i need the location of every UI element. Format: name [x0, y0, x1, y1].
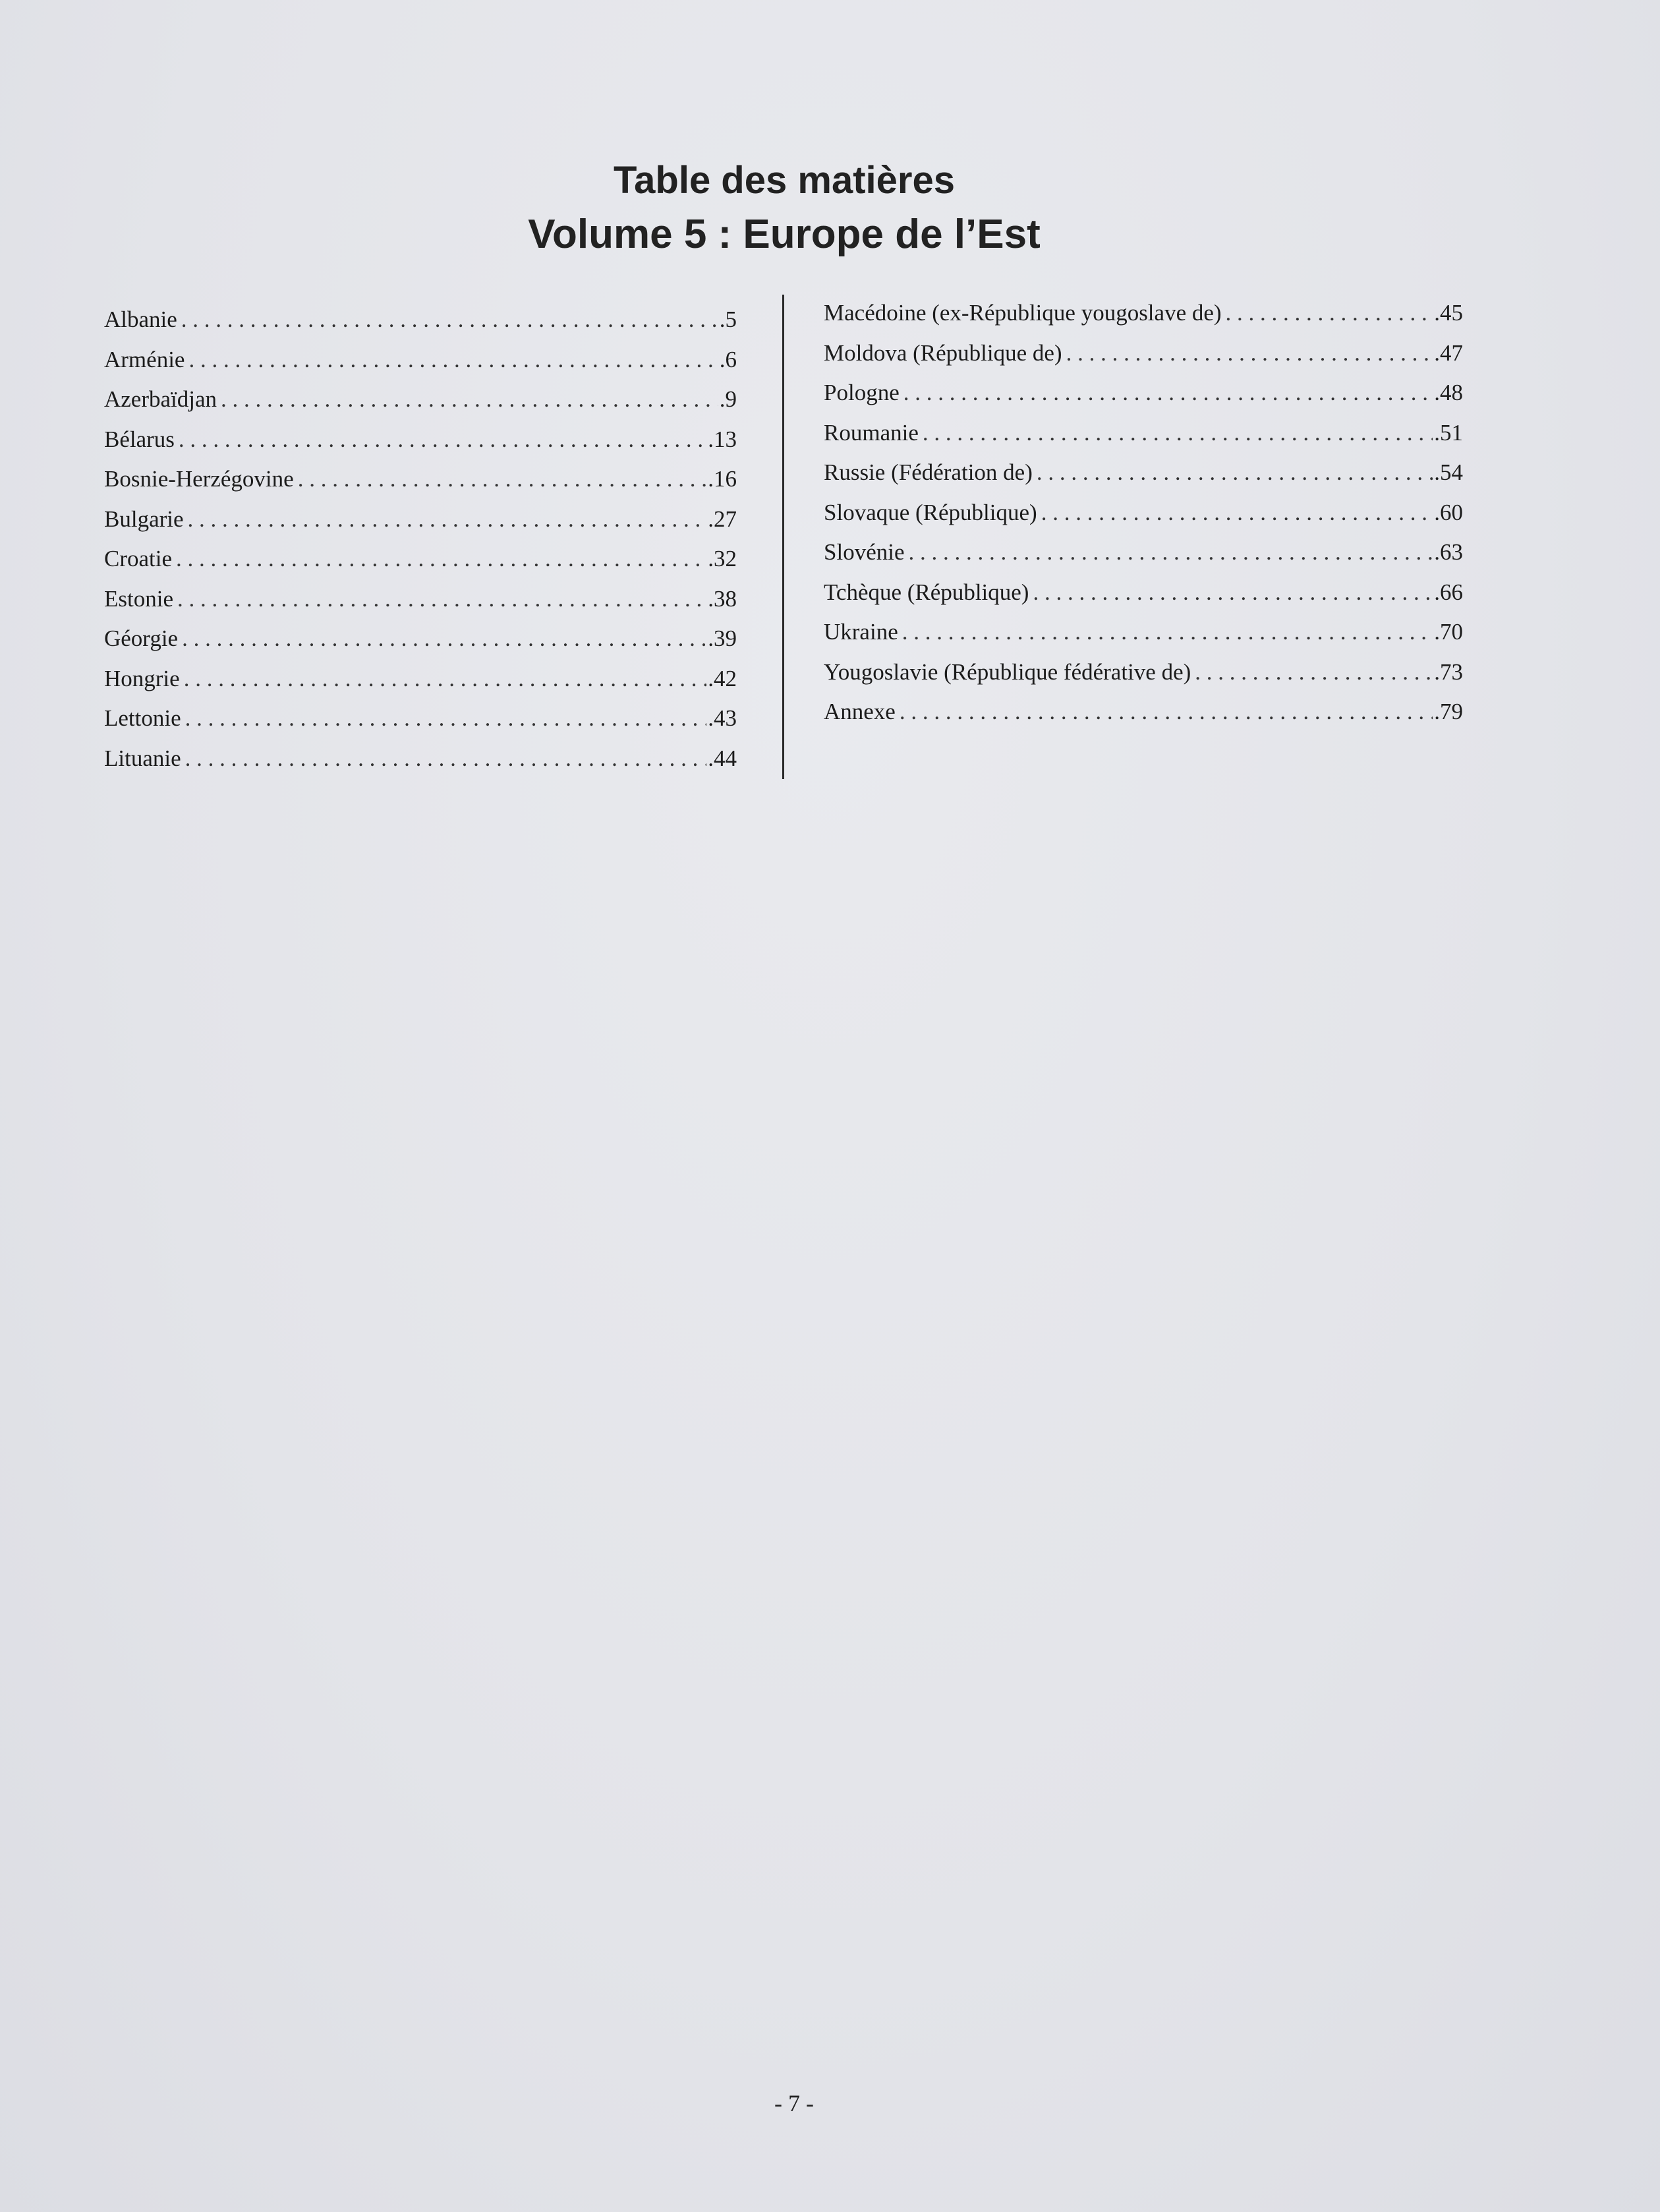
toc-entry-page: .63 [1434, 539, 1463, 565]
toc-title: Table des matières [614, 159, 955, 202]
toc-entry-page: .44 [708, 745, 737, 771]
dot-leader [185, 739, 707, 778]
toc-entry-page: .38 [708, 585, 737, 612]
dot-leader [181, 300, 718, 339]
toc-entry-page: .16 [708, 466, 737, 492]
dot-leader [1041, 493, 1433, 533]
toc-entry-label: Arménie [104, 346, 185, 372]
toc-entry[interactable] [104, 500, 737, 540]
dot-leader [903, 373, 1433, 413]
toc-entry[interactable] [104, 739, 737, 779]
toc-entry-page: .32 [708, 546, 737, 571]
page-number: - 7 - [774, 2090, 814, 2116]
toc-entry-label: Russie (Fédération de) [824, 459, 1033, 485]
dot-leader [908, 533, 1433, 572]
dot-leader [1226, 293, 1433, 333]
toc-entry[interactable] [824, 573, 1463, 613]
dot-leader [177, 579, 706, 619]
toc-entry[interactable] [104, 380, 737, 420]
toc-entry-label: Géorgie [104, 626, 179, 651]
toc-entry[interactable] [104, 420, 737, 460]
toc-entry-label: Lettonie [104, 705, 181, 731]
toc-entry-label: Tchèque (République) [824, 579, 1029, 605]
toc-entry-label: Yougoslavie (République fédérative de) [824, 658, 1191, 685]
toc-entry-label: Hongrie [104, 665, 180, 691]
dot-leader [184, 659, 707, 699]
dot-leader [182, 619, 706, 658]
dot-leader [221, 380, 718, 419]
toc-left-column [104, 300, 737, 778]
toc-entry[interactable] [824, 413, 1463, 453]
dot-leader [1033, 573, 1433, 612]
column-divider [782, 295, 784, 779]
toc-entry-label: Slovaque (République) [824, 499, 1037, 525]
toc-entry-page: .42 [708, 665, 737, 691]
toc-entry-page: .48 [1434, 380, 1463, 405]
toc-entry[interactable] [824, 612, 1463, 653]
toc-entry[interactable] [824, 293, 1463, 334]
toc-entry[interactable] [104, 300, 737, 340]
toc-entry-label: Estonie [104, 585, 173, 612]
toc-subtitle: Volume 5 : Europe de l’Est [528, 212, 1041, 257]
dot-leader [179, 420, 706, 459]
toc-entry-page: .54 [1434, 459, 1463, 485]
toc-entry-page: .73 [1434, 658, 1463, 685]
toc-entry-page: .43 [708, 705, 737, 731]
dot-leader [900, 692, 1433, 732]
toc-entry[interactable] [824, 653, 1463, 693]
toc-entry[interactable] [824, 373, 1463, 413]
toc-entry[interactable] [104, 459, 737, 500]
toc-entry-label: Ukraine [824, 619, 898, 645]
toc-entry-page: .70 [1434, 619, 1463, 645]
dot-leader [188, 500, 707, 539]
dot-leader [188, 340, 718, 380]
toc-entry[interactable] [104, 340, 737, 380]
toc-entry[interactable] [824, 493, 1463, 533]
dot-leader [1037, 453, 1433, 492]
toc-entry-label: Albanie [104, 306, 177, 332]
toc-entry-label: Bosnie-Herzégovine [104, 466, 294, 492]
toc-entry-page: .13 [708, 426, 737, 452]
toc-entry-page: .60 [1434, 499, 1463, 525]
dot-leader [176, 539, 706, 579]
toc-entry-label: Roumanie [824, 419, 919, 446]
toc-entry-page: .47 [1434, 339, 1463, 366]
toc-entry-page: .39 [708, 626, 737, 651]
toc-entry-page: .5 [719, 306, 737, 332]
toc-entry-label: Annexe [824, 699, 896, 724]
toc-entry-label: Moldova (République de) [824, 339, 1062, 366]
toc-entry[interactable] [824, 453, 1463, 493]
toc-entry-label: Macédoine (ex-République yougoslave de) [824, 300, 1222, 326]
toc-entry-label: Bulgarie [104, 506, 184, 532]
toc-entry[interactable] [824, 334, 1463, 374]
toc-entry[interactable] [104, 619, 737, 659]
toc-entry-label: Lituanie [104, 745, 181, 771]
toc-entry-page: .9 [719, 386, 737, 412]
toc-entry-page: .51 [1434, 419, 1463, 446]
toc-entry-label: Croatie [104, 546, 173, 571]
dot-leader [923, 413, 1433, 453]
toc-entry-label: Azerbaïdjan [104, 386, 217, 412]
toc-entry[interactable] [104, 699, 737, 739]
toc-entry[interactable] [824, 533, 1463, 573]
toc-entry-page: .45 [1434, 300, 1463, 326]
toc-right-column [824, 293, 1463, 732]
toc-entry-page: .66 [1434, 579, 1463, 605]
dot-leader [1066, 334, 1433, 373]
toc-entry[interactable] [104, 579, 737, 620]
toc-entry-label: Bélarus [104, 426, 175, 452]
toc-entry-page: .6 [719, 346, 737, 372]
toc-entry[interactable] [824, 692, 1463, 732]
toc-entry[interactable] [104, 659, 737, 699]
toc-entry-page: .27 [708, 506, 737, 532]
toc-entry-page: .79 [1434, 699, 1463, 724]
toc-entry[interactable] [104, 539, 737, 579]
toc-entry-label: Slovénie [824, 539, 905, 565]
toc-entry-label: Pologne [824, 380, 900, 405]
dot-leader [298, 459, 707, 499]
dot-leader [185, 699, 707, 738]
dot-leader [902, 612, 1433, 652]
dot-leader [1195, 653, 1433, 692]
